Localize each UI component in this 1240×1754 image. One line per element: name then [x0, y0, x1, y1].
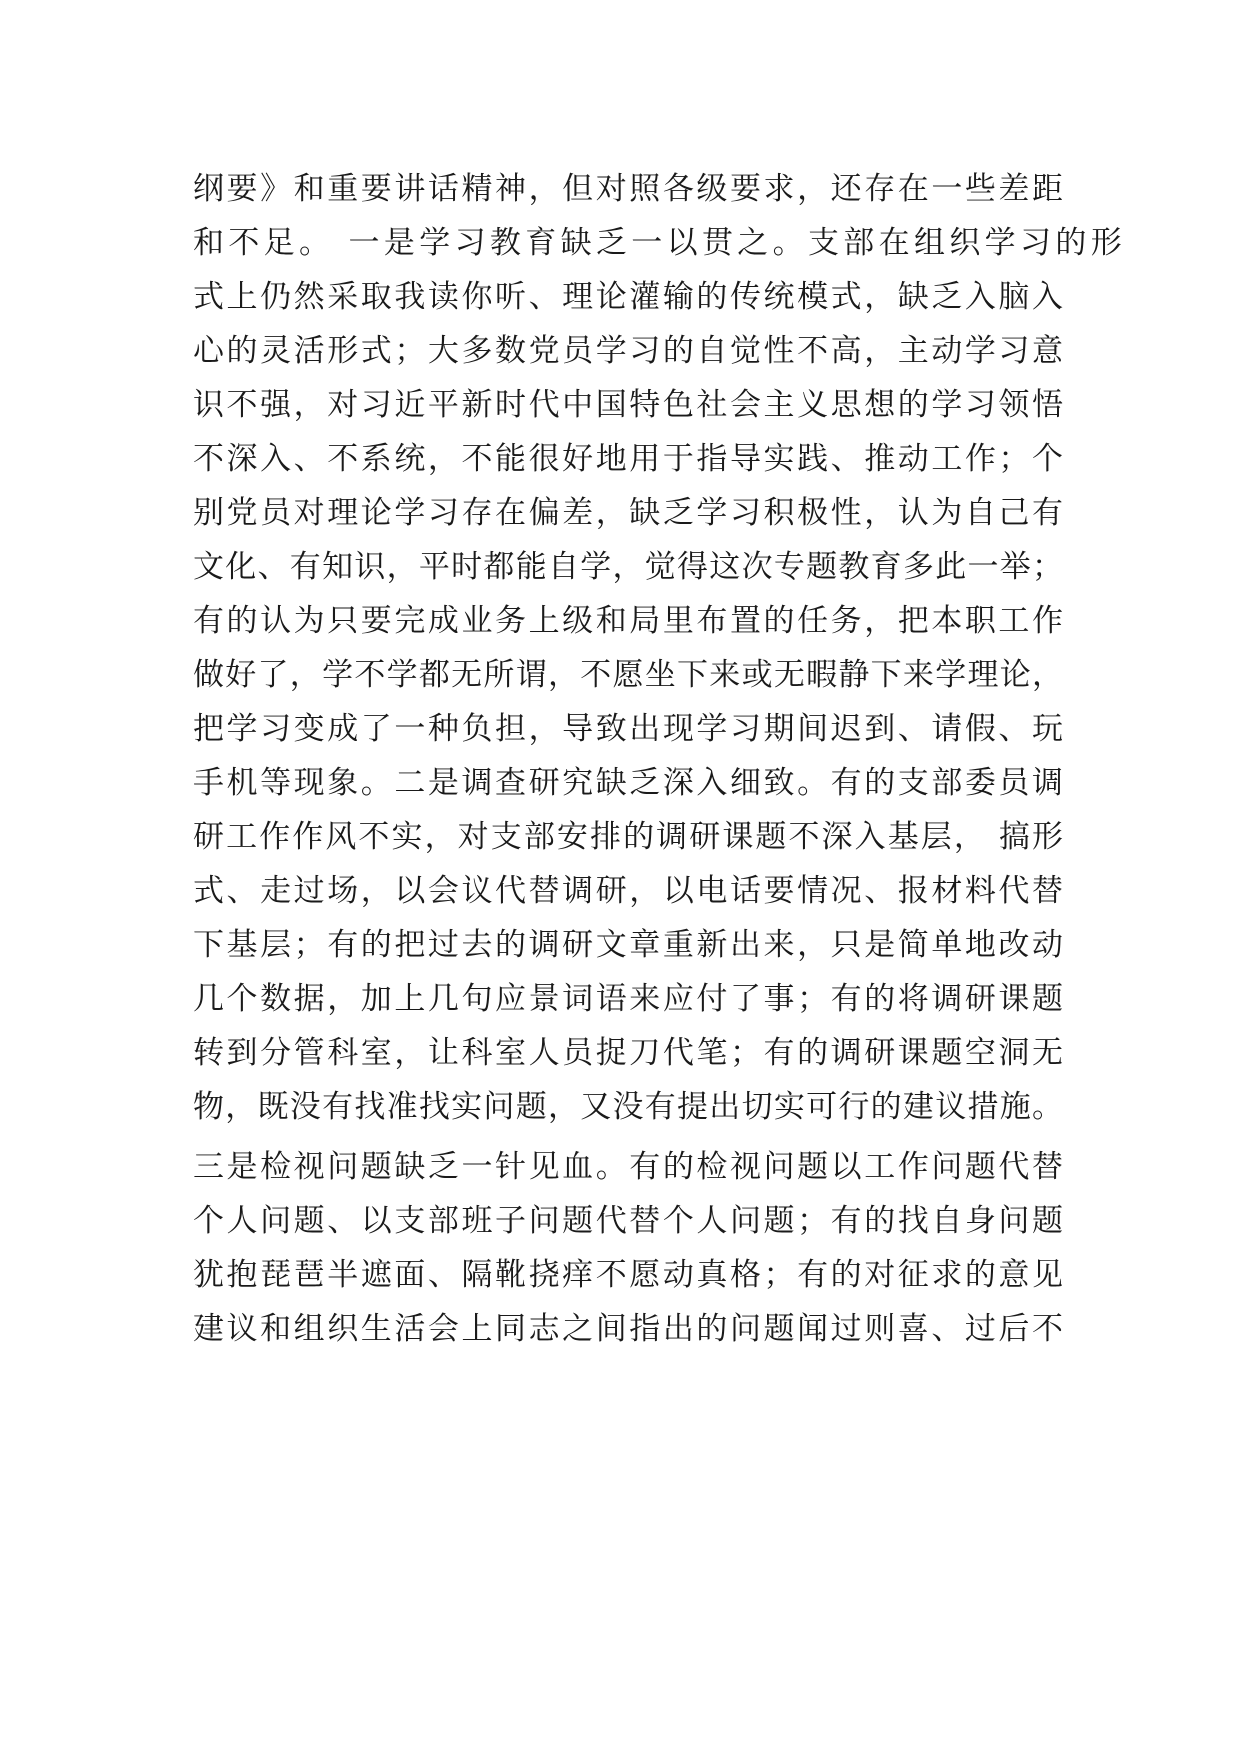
text-line: 研工作作风不实，对支部安排的调研课题不深入基层， 搞形 [193, 819, 1063, 855]
text-line: 别党员对理论学习存在偏差，缺乏学习积极性，认为自己有 [193, 495, 1063, 531]
text-line: 几个数据，加上几句应景词语来应付了事；有的将调研课题 [193, 981, 1063, 1017]
text-line: 式上仍然采取我读你听、理论灌输的传统模式，缺乏入脑入 [193, 279, 1063, 315]
text-line: 建议和组织生活会上同志之间指出的问题闻过则喜、过后不 [193, 1311, 1063, 1347]
body-paragraph [193, 162, 1127, 1356]
text-line: 式、走过场，以会议代替调研，以电话要情况、报材料代替 [193, 873, 1063, 909]
text-line: 转到分管科室，让科室人员捉刀代笔；有的调研课题空洞无 [193, 1035, 1063, 1071]
text-line: 下基层；有的把过去的调研文章重新出来，只是简单地改动 [193, 927, 1063, 963]
text-line: 识不强，对习近平新时代中国特色社会主义思想的学习领悟 [193, 387, 1063, 423]
text-line: 和不足。 一是学习教育缺乏一以贯之。支部在组织学习的形 [193, 225, 1127, 261]
text-line: 个人问题、以支部班子问题代替个人问题；有的找自身问题 [193, 1203, 1063, 1239]
text-line: 不深入、不系统，不能很好地用于指导实践、推动工作；个 [193, 441, 1063, 477]
text-line: 物，既没有找准找实问题，又没有提出切实可行的建议措施。 [193, 1089, 1063, 1125]
text-line: 心的灵活形式；大多数党员学习的自觉性不高，主动学习意 [193, 333, 1063, 369]
text-line: 手机等现象。二是调查研究缺乏深入细致。有的支部委员调 [193, 765, 1063, 801]
text-line: 文化、有知识，平时都能自学，觉得这次专题教育多此一举； [193, 549, 1063, 585]
text-line: 三是检视问题缺乏一针见血。有的检视问题以工作问题代替 [193, 1149, 1063, 1185]
text-line: 有的认为只要完成业务上级和局里布置的任务，把本职工作 [193, 603, 1063, 639]
text-line: 纲要》和重要讲话精神，但对照各级要求，还存在一些差距 [193, 171, 1063, 207]
text-line: 把学习变成了一种负担，导致出现学习期间迟到、请假、玩 [193, 711, 1063, 747]
text-line: 犹抱琵琶半遮面、隔靴挠痒不愿动真格；有的对征求的意见 [193, 1257, 1063, 1293]
text-line: 做好了，学不学都无所谓，不愿坐下来或无暇静下来学理论， [193, 657, 1063, 693]
